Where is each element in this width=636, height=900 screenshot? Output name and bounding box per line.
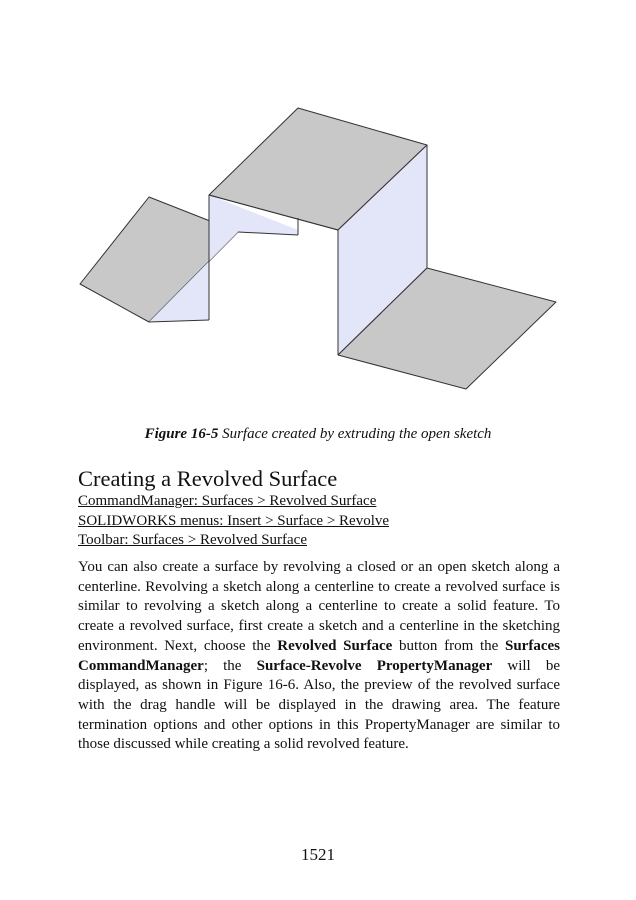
extruded-surface-drawing [60, 90, 580, 400]
body-paragraph [78, 558, 560, 755]
toolbar-path: Toolbar: Surfaces > Revolved Surface [78, 532, 307, 548]
paragraph-text-4: will be displayed, as shown in Figure 16-6. Also, the preview of the revolved surface with the drag handle will be displayed in the drawing area. The feature termination options and other options in this PropertyManager are similar to those discussed while creating a solid revolved feature. [78, 657, 561, 753]
paragraph-text-1: You can also create a surface by revolving a closed or an open sketch along a centerline. Revolving a sketch along a centerline to create a revolved surface is similar to revolving a sketch along a centerline to create a solid feature. To create a revolved surface, first create a sketch and a centerline in the sketching environment. Next, choose the [78, 559, 560, 654]
section-heading: Creating a Revolved Surface [78, 466, 338, 491]
figure-caption-text: Surface created by extruding the open sketch [218, 426, 492, 442]
surface-revolve-propertymanager-term: Surface-Revolve PropertyManager [256, 657, 493, 674]
solidworks-menus-path: SOLIDWORKS menus: Insert > Surface > Revolve [78, 513, 390, 529]
surfaces-commandmanager-term: Surfaces CommandManager [78, 637, 560, 674]
paragraph-text-2: button from the [392, 637, 505, 654]
paragraph-text-3: ; the [203, 657, 257, 674]
commandmanager-path: CommandManager: Surfaces > Revolved Surface [78, 493, 377, 509]
figure-label: Figure 16-5 [144, 426, 219, 442]
page-number: 1521 [301, 845, 335, 864]
surface-figure [60, 90, 580, 400]
figure-caption [0, 426, 636, 443]
revolved-surface-term: Revolved Surface [277, 637, 393, 654]
